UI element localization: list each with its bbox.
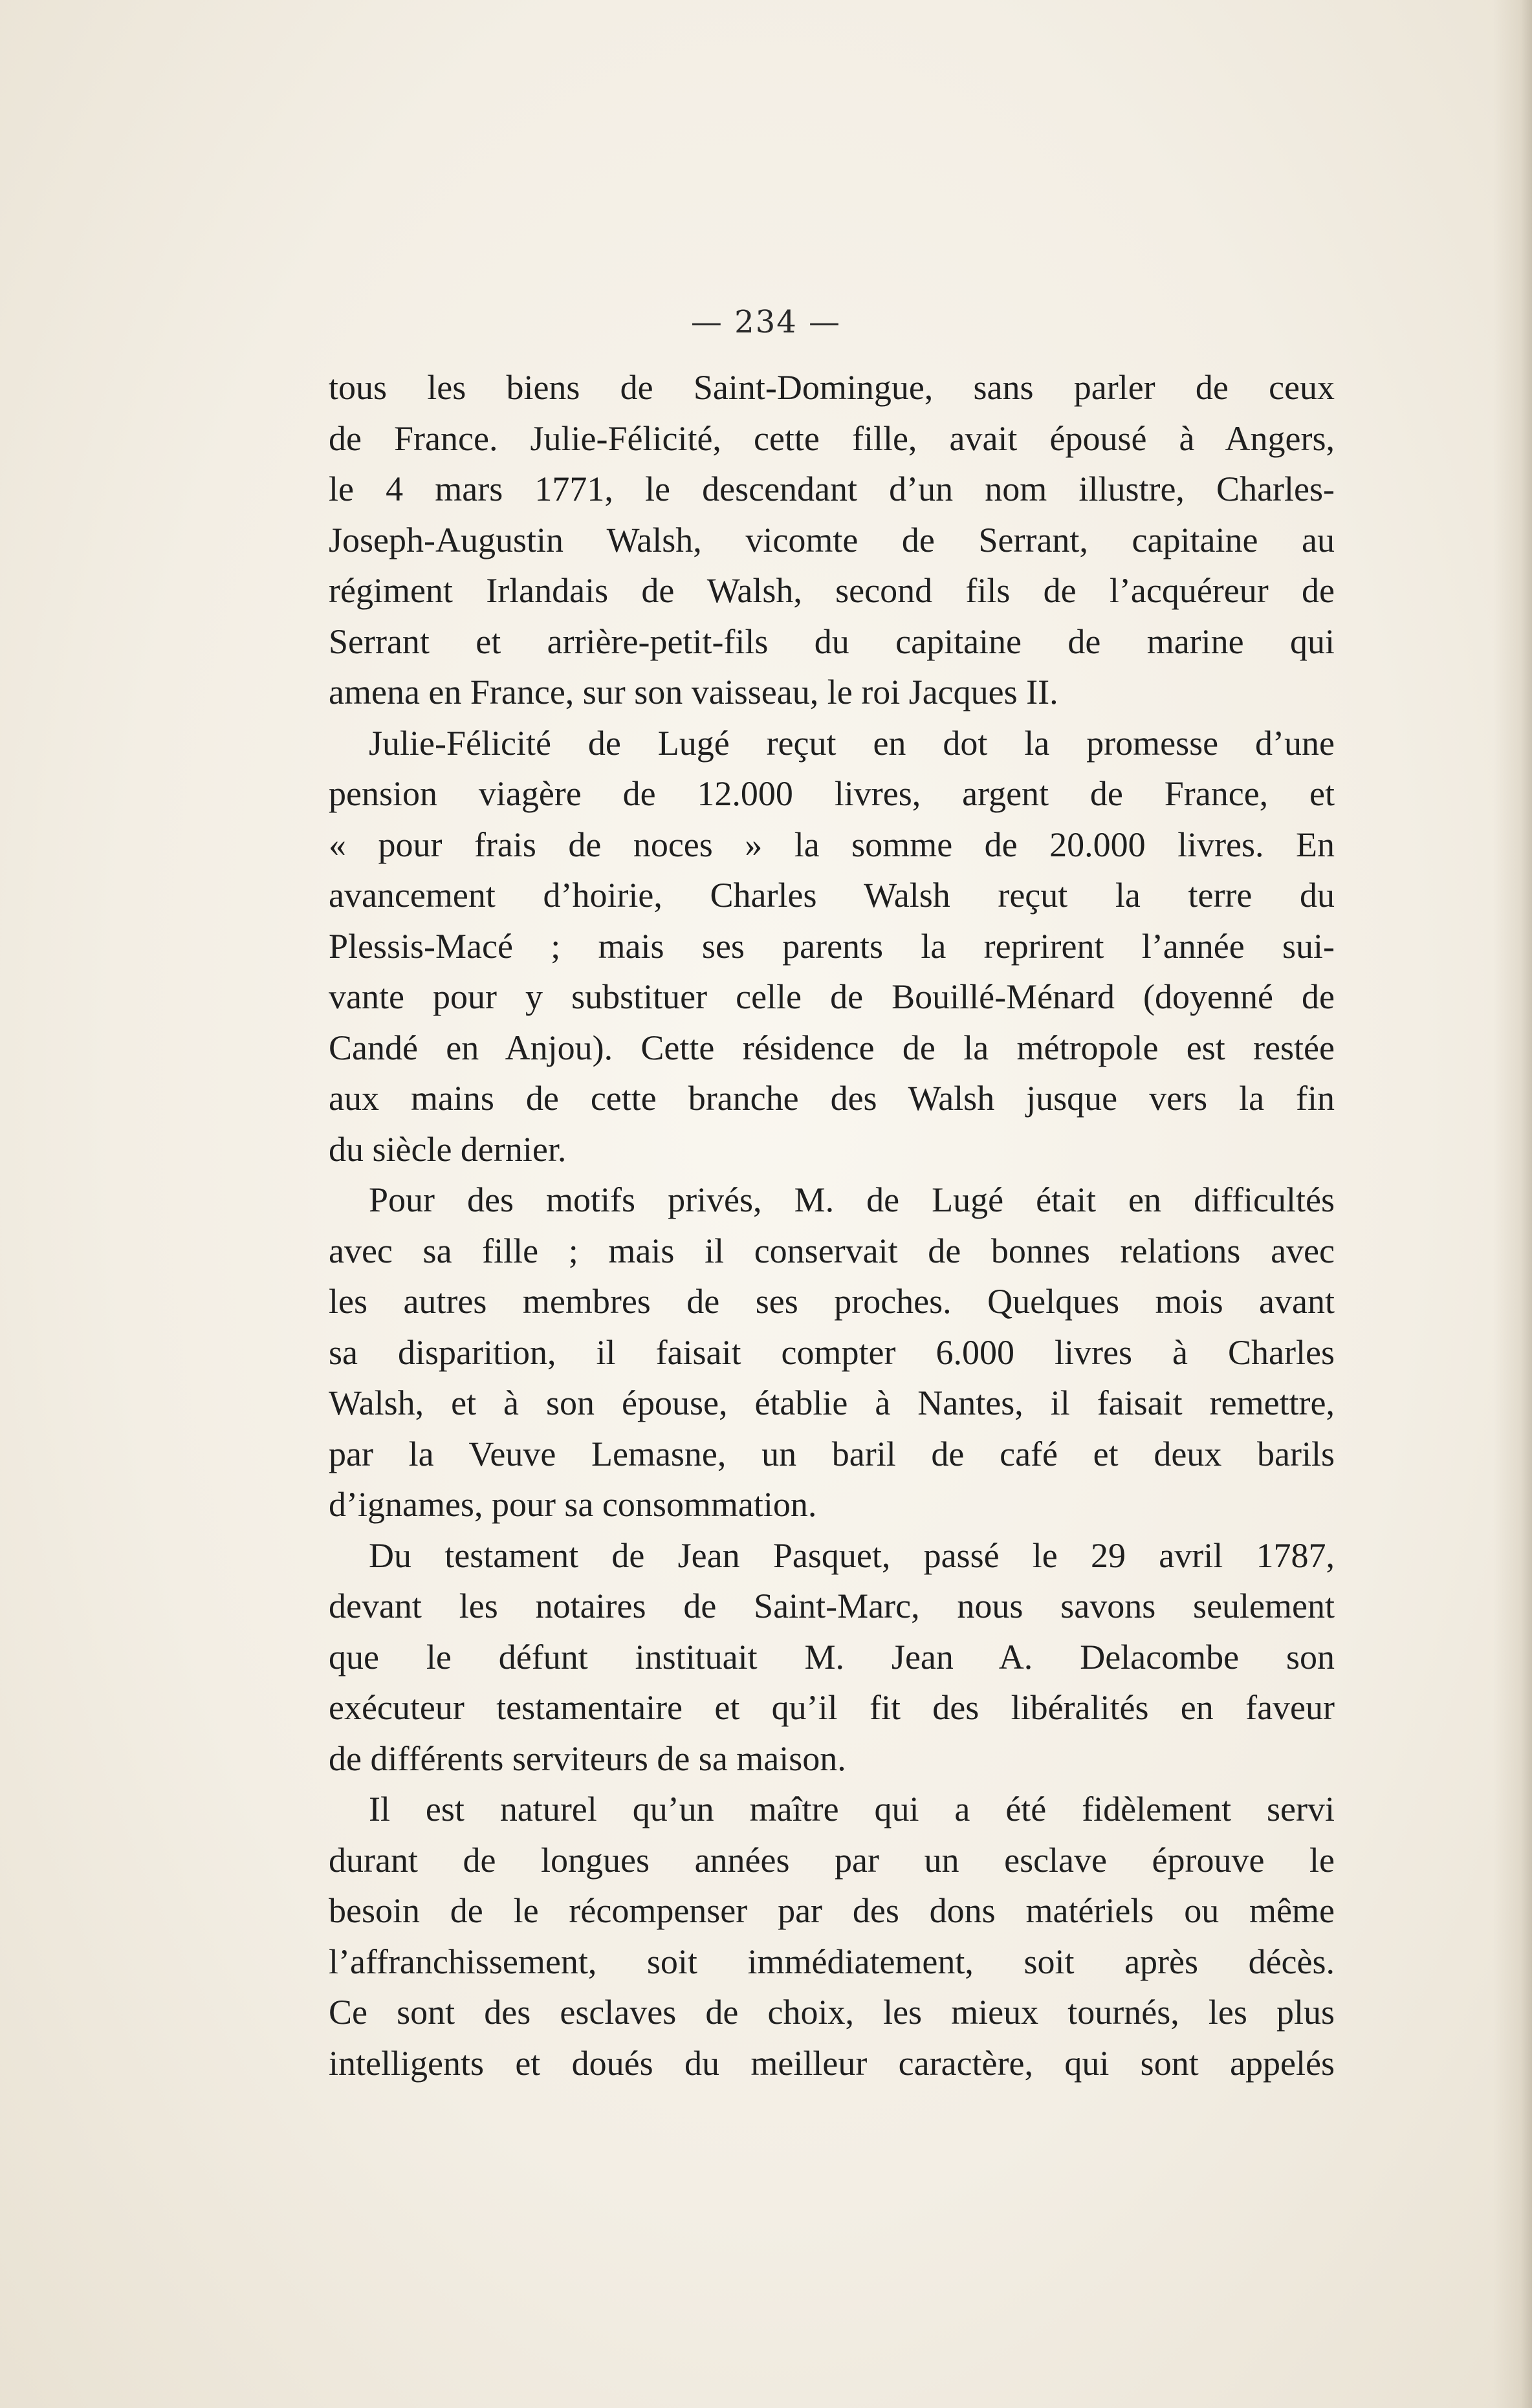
text-line: par la Veuve Lemasne, un baril de café et deux barils (329, 1434, 1335, 1473)
text-line: Candé en Anjou). Cette résidence de la métropole est restée (329, 1028, 1335, 1067)
page-number: — 234 — (690, 304, 842, 340)
text-line: le 4 mars 1771, le descendant d’un nom illustre, Charles- (329, 470, 1335, 508)
text-line: Du testament de Jean Pasquet, passé le 29 avril 1787, (369, 1535, 1335, 1575)
text-line: régiment Irlandais de Walsh, second fils de l’acquéreur de (329, 571, 1335, 610)
body-text (329, 362, 1335, 2088)
text-line: « pour frais de noces » la somme de 20.000 livres. En (329, 825, 1335, 864)
text-line: amena en France, sur son vaisseau, le roi Jacques II. (329, 673, 1058, 711)
text-line: avancement d’hoirie, Charles Walsh reçut la terre du (329, 876, 1335, 915)
text-line: Julie-Félicité de Lugé reçut en dot la promesse d’une (369, 723, 1335, 763)
text-line: l’affranchissement, soit immédiatement, soit après décès. (329, 1942, 1335, 1981)
text-line: d’ignames, pour sa consommation. (329, 1485, 817, 1524)
text-line: Serrant et arrière-petit-fils du capitaine de marine qui (329, 622, 1335, 661)
text-line: avec sa fille ; mais il conservait de bonnes relations avec (329, 1231, 1335, 1270)
text-line: Walsh, et à son épouse, établie à Nantes, il faisait remettre, (329, 1383, 1335, 1422)
text-line: du siècle dernier. (329, 1129, 567, 1169)
text-line: Pour des motifs privés, M. de Lugé était en difficultés (369, 1180, 1335, 1219)
text-line: vante pour y substituer celle de Bouillé-Ménard (doyenné de (329, 977, 1335, 1016)
text-line: aux mains de cette branche des Walsh jusque vers la fin (329, 1079, 1335, 1118)
text-line: Ce sont des esclaves de choix, les mieux tournés, les plus (329, 1993, 1335, 2032)
text-line: durant de longues années par un esclave éprouve le (329, 1840, 1335, 1880)
text-line: exécuteur testamentaire et qu’il fit des libéralités en faveur (329, 1688, 1335, 1727)
text-line: les autres membres de ses proches. Quelques mois avant (329, 1282, 1335, 1321)
text-line: sa disparition, il faisait compter 6.000 livres à Charles (329, 1332, 1335, 1372)
text-line: que le défunt instituait M. Jean A. Delacombe son (329, 1637, 1335, 1676)
text-line: de différents serviteurs de sa maison. (329, 1739, 846, 1778)
text-line: Joseph-Augustin Walsh, vicomte de Serrant, capitaine au (329, 520, 1335, 559)
text-line: besoin de le récompenser par des dons matériels ou même (329, 1891, 1335, 1930)
text-line: intelligents et doués du meilleur caractère, qui sont appelés (329, 2043, 1335, 2083)
text-line: Il est naturel qu’un maître qui a été fidèlement servi (369, 1790, 1335, 1828)
text-line: devant les notaires de Saint-Marc, nous savons seulement (329, 1587, 1335, 1625)
text-line: pension viagère de 12.000 livres, argent de France, et (329, 774, 1335, 813)
text-line: tous les biens de Saint-Domingue, sans parler de ceux (329, 368, 1335, 407)
page-edge-shadow (1493, 0, 1532, 2408)
text-line: de France. Julie-Félicité, cette fille, avait épousé à Angers, (329, 418, 1335, 458)
text-line: Plessis-Macé ; mais ses parents la reprirent l’année sui- (329, 926, 1335, 966)
